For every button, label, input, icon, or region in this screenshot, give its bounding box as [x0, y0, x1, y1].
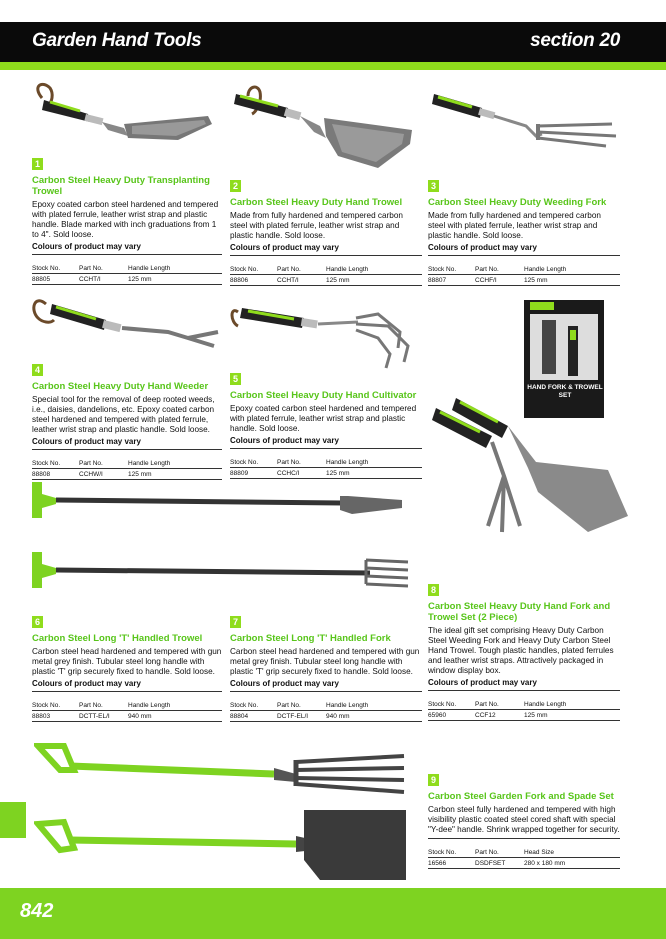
handle-length: 125 mm — [128, 274, 222, 285]
page-title: Garden Hand Tools — [32, 30, 202, 51]
col-length-header: Handle Length — [326, 449, 422, 468]
product-number: 5 — [230, 373, 241, 385]
stock-number: 88806 — [230, 275, 277, 286]
part-number: CCHC/I — [277, 468, 326, 479]
product-title: Carbon Steel Heavy Duty Transplanting Trowel — [32, 175, 210, 197]
stock-table — [230, 448, 422, 479]
product-title: Carbon Steel Long 'T' Handled Fork — [230, 633, 391, 644]
col-length-header: Handle Length — [524, 256, 620, 275]
handle-length: 125 mm — [326, 468, 422, 479]
stock-table — [428, 255, 620, 286]
fork-and-trowel-set-image — [428, 296, 633, 546]
product-title: Carbon Steel Heavy Duty Hand Fork and Trowel Set (2 Piece) — [428, 601, 611, 623]
col-part-header: Part No. — [79, 450, 128, 469]
col-head-size-header: Head Size — [524, 839, 620, 858]
colours-note: Colours of product may vary — [230, 679, 339, 688]
product-description: The ideal gift set comprising Heavy Duty Carbon Steel Weeding Fork and Heavy Duty Carbon Steel Hand Trowel. Tough plastic handles, plated ferrules and leather wrist straps. Attractively packaged in window display box. — [428, 626, 614, 675]
col-length-header: Handle Length — [326, 256, 422, 275]
col-stock-header: Stock No. — [32, 255, 79, 274]
stock-number: 88807 — [428, 275, 475, 286]
stock-number: 16566 — [428, 858, 475, 869]
head-size: 280 x 180 mm — [524, 858, 620, 869]
part-number: DCTT-EL/I — [79, 711, 128, 722]
product-1 — [32, 154, 222, 285]
col-part-header: Part No. — [475, 839, 524, 858]
garden-fork-and-spade-image — [34, 740, 414, 890]
stock-number: 88805 — [32, 274, 79, 285]
handle-length: 125 mm — [326, 275, 422, 286]
hand-weeder-image — [28, 290, 228, 360]
product-description: Carbon steel head hardened and tempered with gun metal grey finish. Tubular steel long handle with plastic 'T' grip securely fixed to handle. Sold loose. — [230, 647, 420, 676]
stock-table — [230, 255, 422, 286]
stock-number: 88804 — [230, 711, 277, 722]
col-part-header: Part No. — [475, 256, 524, 275]
stock-table — [230, 691, 422, 722]
product-2 — [230, 176, 422, 286]
col-length-header: Handle Length — [128, 692, 222, 711]
handle-length: 940 mm — [326, 711, 422, 722]
stock-number: 88809 — [230, 468, 277, 479]
col-part-header: Part No. — [277, 256, 326, 275]
product-description: Made from fully hardened and tempered carbon steel with plated ferrule, leather wrist strap and plastic handle. Sold loose. — [428, 211, 601, 240]
col-part-header: Part No. — [79, 255, 128, 274]
product-number: 8 — [428, 584, 439, 596]
page-number: 842 — [20, 900, 54, 922]
col-stock-header: Stock No. — [32, 450, 79, 469]
colours-note: Colours of product may vary — [428, 243, 537, 252]
col-length-header: Handle Length — [326, 692, 422, 711]
col-stock-header: Stock No. — [428, 256, 475, 275]
product-description: Special tool for the removal of deep rooted weeds, i.e., daisies, dandelions, etc. Epoxy coated carbon steel hardened and tempered with plated ferrule, leather wrist strap and plastic handle. Sold loose. — [32, 395, 215, 434]
col-stock-header: Stock No. — [230, 449, 277, 468]
product-number: 4 — [32, 364, 43, 376]
handle-length: 125 mm — [128, 469, 222, 480]
handle-length: 125 mm — [524, 275, 620, 286]
stock-number: 88803 — [32, 711, 79, 722]
product-title: Carbon Steel Long 'T' Handled Trowel — [32, 633, 203, 644]
part-number: CCF12 — [475, 710, 524, 721]
stock-table — [428, 838, 620, 869]
part-number: DCTF-EL/I — [277, 711, 326, 722]
product-number: 7 — [230, 616, 241, 628]
colours-note: Colours of product may vary — [230, 436, 339, 445]
product-description: Carbon steel head hardened and tempered with gun metal grey finish. Tubular steel long handle with plastic 'T' grip securely fixed to handle. Sold loose. — [32, 647, 222, 676]
product-9 — [428, 770, 620, 869]
handle-length: 125 mm — [524, 710, 620, 721]
product-number: 9 — [428, 774, 439, 786]
product-4 — [32, 360, 222, 480]
product-description: Epoxy coated carbon steel hardened and tempered with plated ferrule, leather wrist strap and plastic handle. Sold loose. — [230, 404, 417, 433]
header-bar — [0, 22, 666, 62]
stock-table — [32, 254, 222, 285]
product-5 — [230, 369, 422, 479]
stock-table — [32, 449, 222, 480]
product-title: Carbon Steel Heavy Duty Hand Weeder — [32, 381, 209, 392]
product-8 — [428, 580, 620, 721]
product-6 — [32, 612, 222, 722]
part-number: CCHF/I — [475, 275, 524, 286]
product-number: 2 — [230, 180, 241, 192]
col-stock-header: Stock No. — [428, 691, 475, 710]
col-length-header: Handle Length — [128, 255, 222, 274]
section-side-tab — [0, 802, 26, 838]
colours-note: Colours of product may vary — [32, 242, 141, 251]
stock-table — [32, 691, 222, 722]
product-number: 1 — [32, 158, 43, 170]
hand-cultivator-image — [228, 292, 428, 370]
product-3 — [428, 176, 620, 286]
product-title: Carbon Steel Heavy Duty Hand Trowel — [230, 197, 403, 208]
colours-note: Colours of product may vary — [230, 243, 339, 252]
handle-length: 940 mm — [128, 711, 222, 722]
colours-note: Colours of product may vary — [32, 437, 141, 446]
product-description: Made from fully hardened and tempered carbon steel with plated ferrule, leather wrist strap and plastic handle. Sold loose. — [230, 211, 403, 240]
product-title: Carbon Steel Garden Fork and Spade Set — [428, 791, 614, 802]
part-number: DSDFSET — [475, 858, 524, 869]
col-stock-header: Stock No. — [32, 692, 79, 711]
section-label: section 20 — [530, 30, 620, 51]
col-length-header: Handle Length — [128, 450, 222, 469]
stock-number: 88808 — [32, 469, 79, 480]
col-length-header: Handle Length — [524, 691, 620, 710]
col-stock-header: Stock No. — [428, 839, 475, 858]
product-description: Epoxy coated carbon steel hardened and tempered with plated ferrule, leather wrist strap and plastic handle. Blade marked with inch graduations from 1 to 4". Sold loose. — [32, 200, 219, 239]
footer-bar — [0, 888, 666, 939]
part-number: CCHT/I — [277, 275, 326, 286]
part-number: CCHW/I — [79, 469, 128, 480]
col-stock-header: Stock No. — [230, 692, 277, 711]
transplanting-trowel-image — [28, 78, 218, 150]
stock-number: 65960 — [428, 710, 475, 721]
col-stock-header: Stock No. — [230, 256, 277, 275]
product-title: Carbon Steel Heavy Duty Hand Cultivator — [230, 390, 417, 401]
product-number: 3 — [428, 180, 439, 192]
box-label: HAND FORK & TROWEL SET — [527, 384, 603, 399]
weeding-fork-image — [426, 90, 626, 150]
part-number: CCHT/I — [79, 274, 128, 285]
product-description: Carbon steel fully hardened and tempered with high visibility plastic coated steel cored shaft with special "Y-dee" handle. Shrink wrapped together for security. — [428, 805, 620, 834]
col-part-header: Part No. — [79, 692, 128, 711]
col-part-header: Part No. — [277, 692, 326, 711]
col-part-header: Part No. — [475, 691, 524, 710]
stock-table — [428, 690, 620, 721]
header-accent-line — [0, 62, 666, 70]
hand-trowel-image — [228, 82, 418, 174]
product-7 — [230, 612, 422, 722]
colours-note: Colours of product may vary — [428, 678, 537, 687]
product-number: 6 — [32, 616, 43, 628]
long-t-handle-tools-image — [30, 478, 410, 610]
col-part-header: Part No. — [277, 449, 326, 468]
colours-note: Colours of product may vary — [32, 679, 141, 688]
product-title: Carbon Steel Heavy Duty Weeding Fork — [428, 197, 607, 208]
